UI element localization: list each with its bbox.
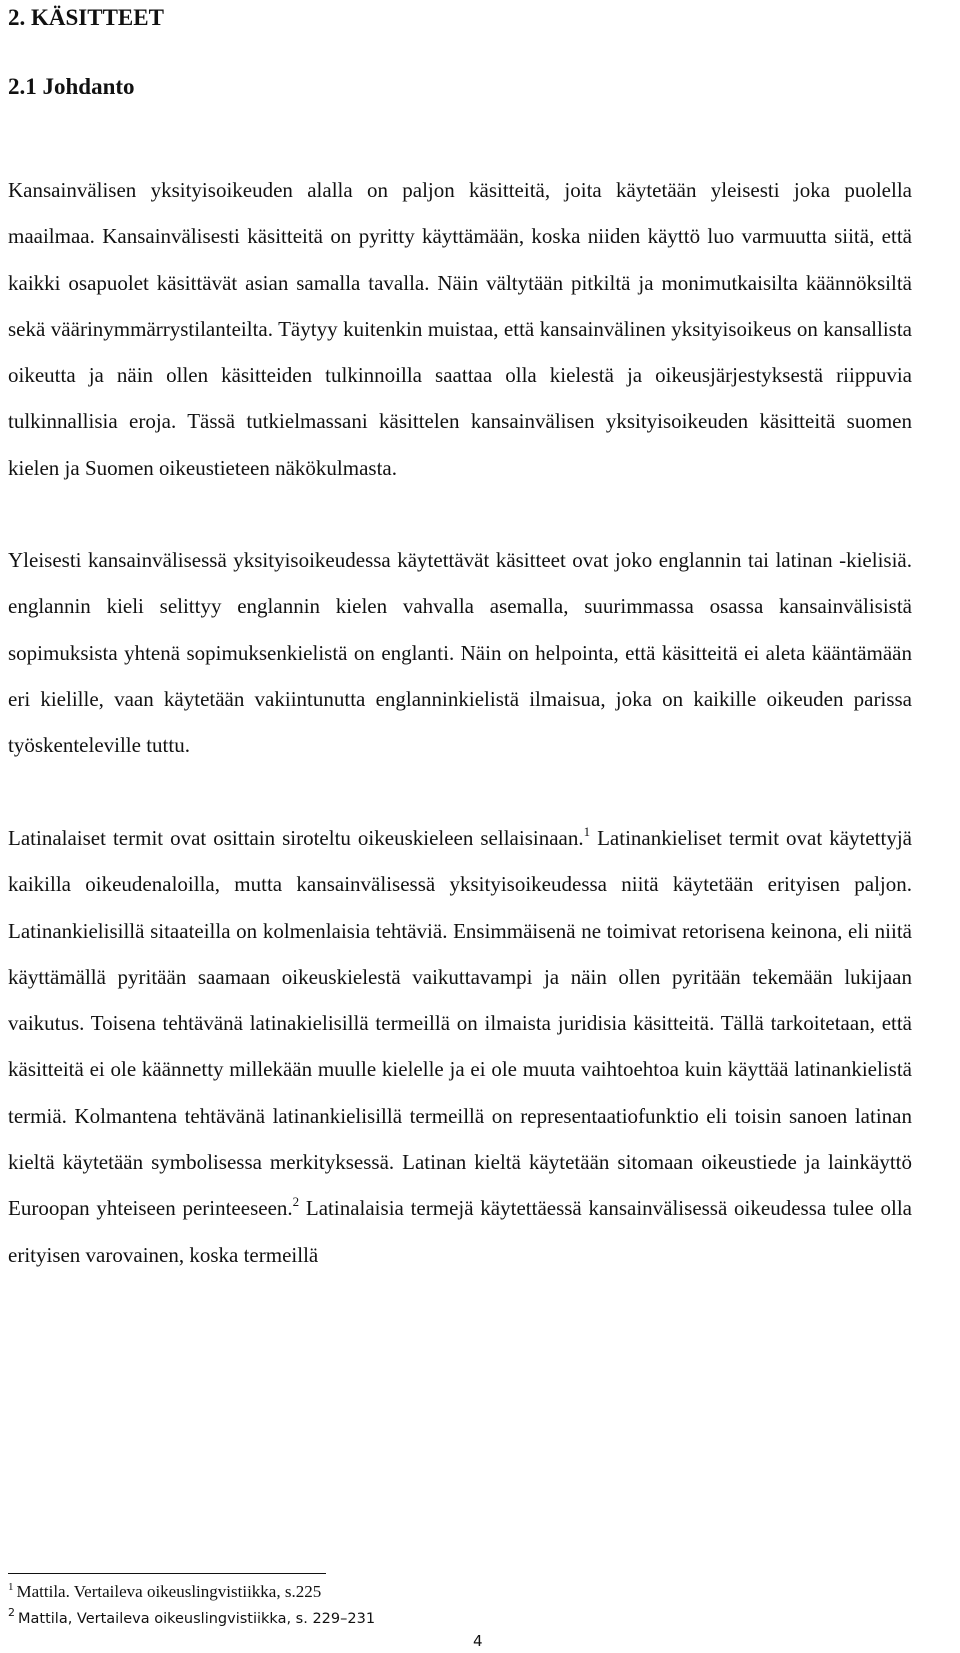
- footnote-text: Mattila. Vertaileva oikeuslingvistiikka, s.225: [16, 1582, 322, 1601]
- chapter-heading: 2. KÄSITTEET: [8, 5, 164, 30]
- footnote-mark: 2: [8, 1606, 15, 1619]
- paragraph-latin-terms: [8, 815, 912, 1278]
- footnote-divider: [8, 1573, 326, 1574]
- paragraph-text: Latinankieliset termit ovat käytettyjä kaikilla oikeudenaloilla, mutta kansainvälisessä yksityisoikeudessa niitä käytetään erityisen paljon. Latinankielisillä sitaateilla on kolmenlaisia tehtäviä. Ensimmäisenä ne toimivat retorisena keinona, eli niitä käyttämällä pyritään saamaan oikeuskielestä vaikuttavampi ja näin ollen pyritään tekemään lukijaan vaikutus. Toisena tehtävänä latinakielisillä termeillä on ilmaista juridisia käsitteitä. Tällä tarkoitetaan, että käsitteitä ei ole käännetty millekään muulle kielelle ja ei ole muuta vaihtoehtoa kuin käyttää latinankielistä termiä. Kolmantena tehtävänä latinankielisillä termeillä on representaatiofunktio eli toisin sanoen latinan kieltä käytetään symbolisessa merkityksessä. Latinan kieltä käytetään sitomaan oikeustiede ja lainkäyttö Euroopan yhteiseen perinteeseen.: [8, 826, 912, 1221]
- paragraph-text: Latinalaiset termit ovat osittain siroteltu oikeuskieleen sellaisinaan.: [8, 826, 584, 850]
- footnote-1: [8, 1580, 321, 1604]
- footnote-mark: 1: [8, 1581, 14, 1593]
- paragraph-languages: Yleisesti kansainvälisessä yksityisoikeudessa käytettävät käsitteet ovat joko englannin tai latinan -kielisiä. englannin kieli selittyy englannin kielen vahvalla asemalla, suurimmassa osassa kansainvälisistä sopimuksista yhtenä sopimuksenkielistä on englanti. Näin on helpointa, että käsitteitä ei aleta kääntämään eri kielille, vaan käytetään vakiintunutta englanninkielistä ilmaisua, joka on kaikille oikeuden parissa työskenteleville tuttu.: [8, 548, 912, 758]
- footnote-2: [8, 1607, 375, 1631]
- footnote-text: Mattila, Vertaileva oikeuslingvistiikka, s. 229–231: [18, 1611, 376, 1627]
- paragraph-intro: Kansainvälisen yksityisoikeuden alalla on paljon käsitteitä, joita käytetään yleisesti joka puolella maailmaa. Kansainvälisesti käsitteitä on pyritty käyttämään, koska niiden käyttö luo varmuutta siitä, että kaikki osapuolet käsittävät asian samalla tavalla. Näin vältytään pitkiltä ja monimutkaisilta käännöksiltä sekä väärinymmärrystilanteilta. Täytyy kuitenkin muistaa, että kansainvälinen yksityisoikeus on kansallista oikeutta ja näin ollen käsitteiden tulkinnoilla saattaa olla kielestä ja oikeusjärjestyksestä riippuvia tulkinnallisia eroja. Tässä tutkielmassani käsittelen kansainvälisen yksityisoikeuden käsitteitä suomen kielen ja Suomen oikeustieteen näkökulmasta.: [8, 178, 912, 480]
- section-heading: 2.1 Johdanto: [8, 74, 135, 99]
- page-number: 4: [473, 1632, 483, 1650]
- paragraph-text: Latinalaisia termejä käytettäessä kansainvälisessä oikeudessa tulee olla erityisen varovainen, koska termeillä: [8, 1196, 912, 1267]
- footnote-reference-2[interactable]: 2: [292, 1194, 300, 1210]
- footnote-reference-1[interactable]: 1: [583, 824, 591, 839]
